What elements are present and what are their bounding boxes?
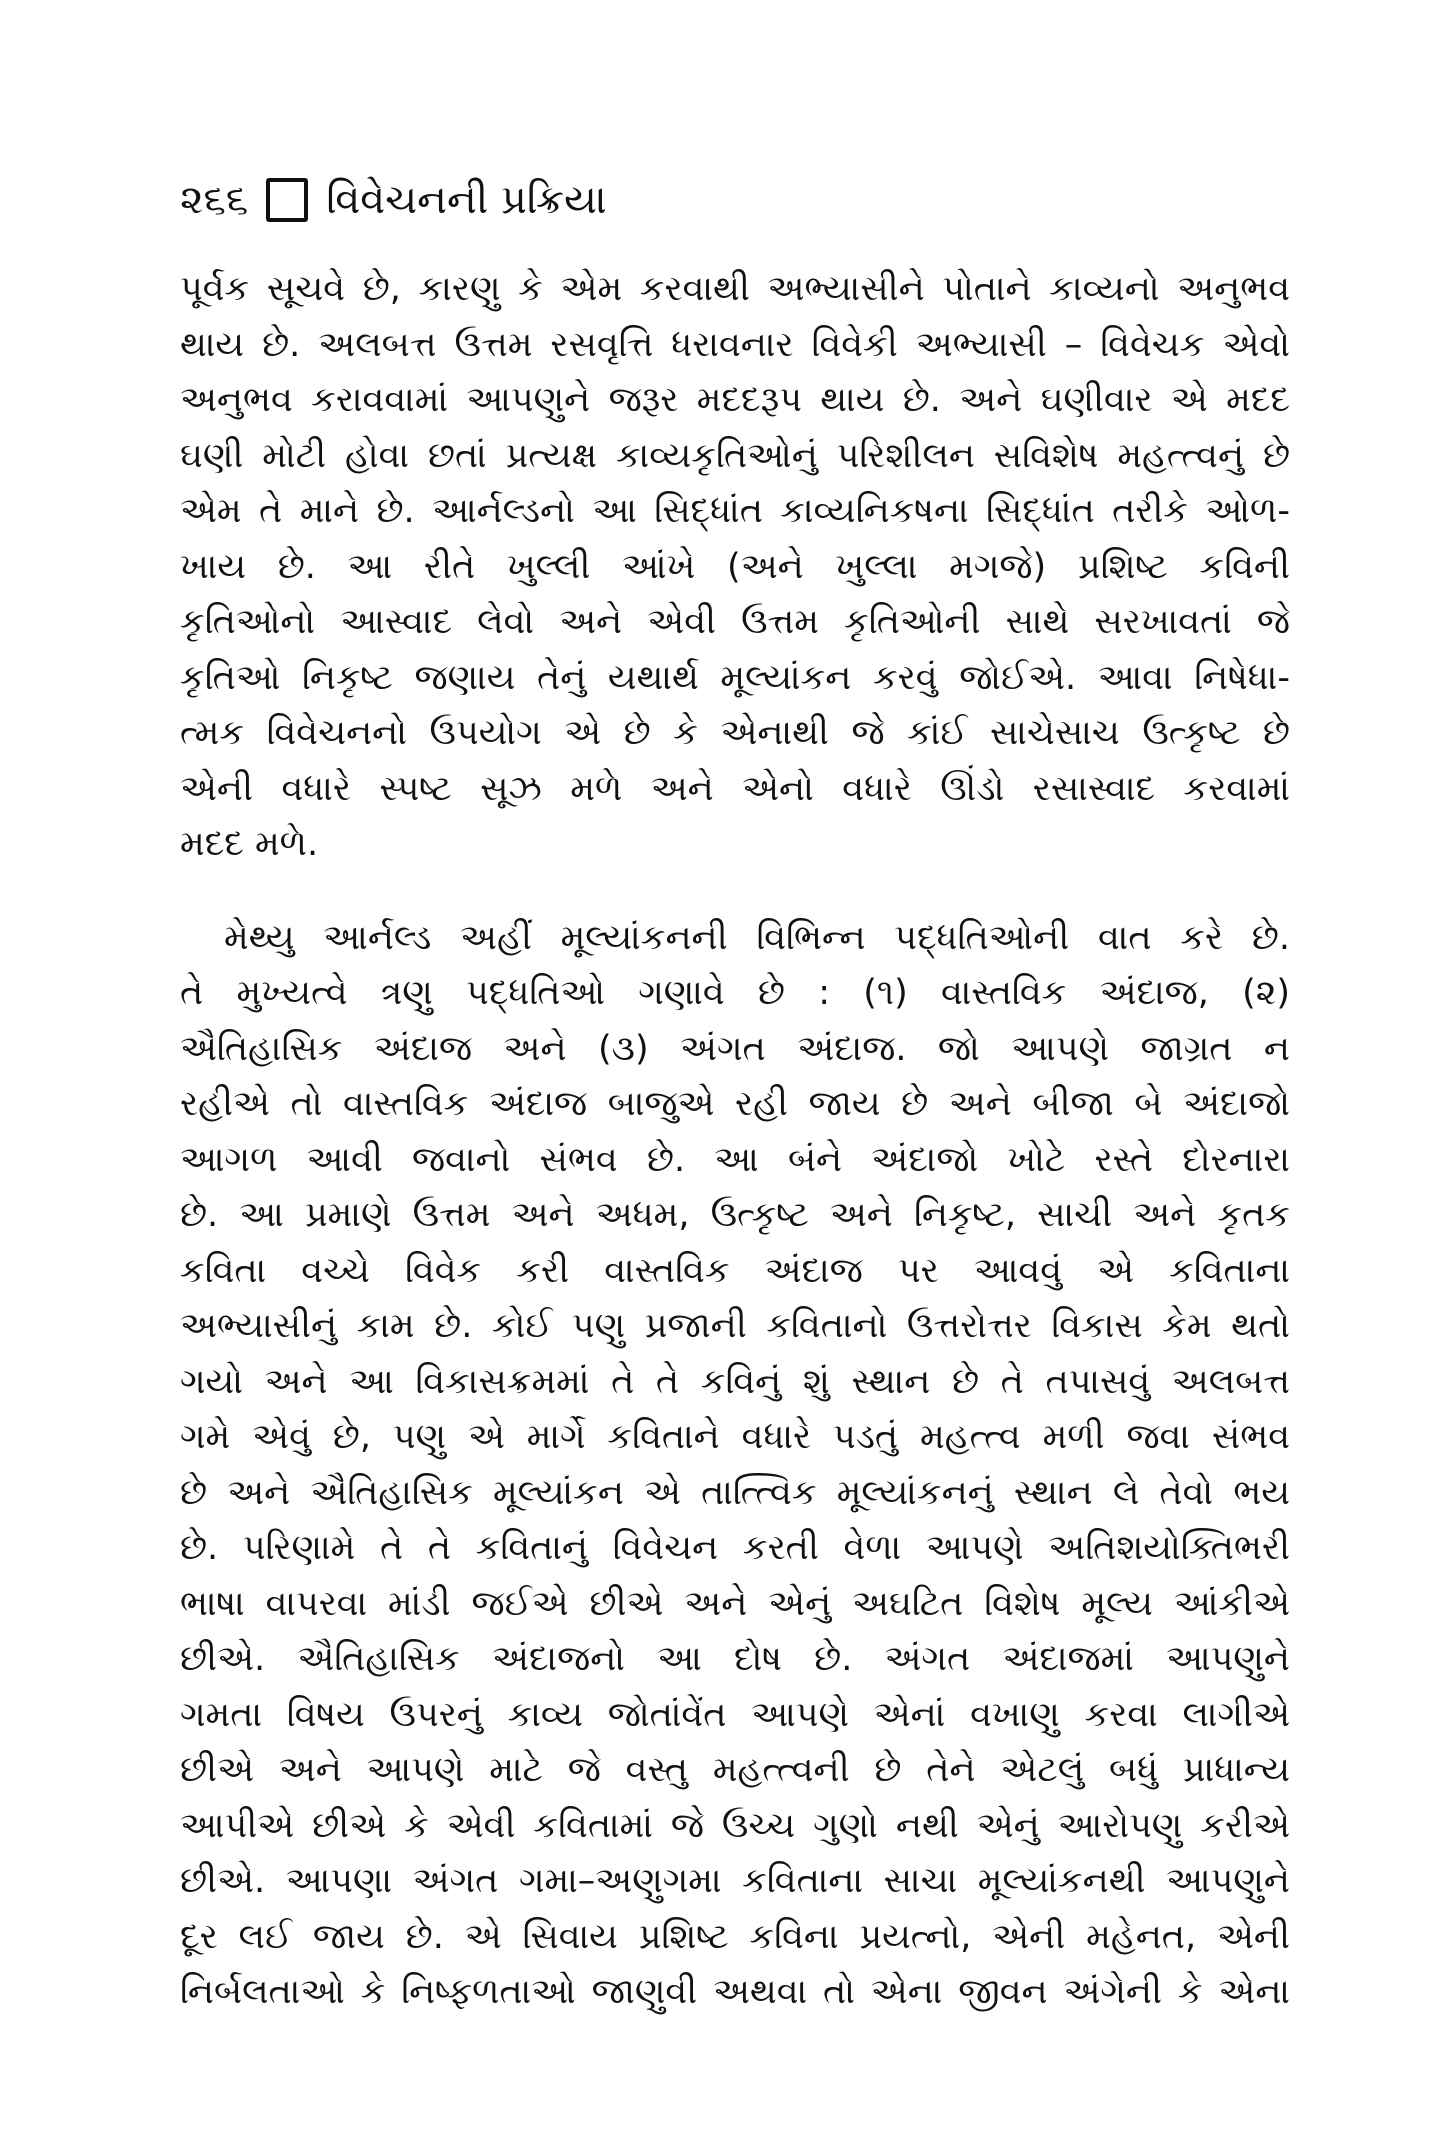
text-line: છે. આ પ્રમાણે ઉત્તમ અને અધમ, ઉત્કૃષ્ટ અને નિકૃષ્ટ, સાચી અને કૃતક — [180, 1195, 1290, 1235]
text-line: ગયો અને આ વિકાસક્રમમાં તે તે કવિનું શું સ્થાન છે તે તપાસવું અલબત્ત — [180, 1361, 1290, 1402]
text-line: છીએ. આપણા અંગત ગમા–અણુગમા કવિતાના સાચા મૂલ્યાંકનથી આપણુને — [180, 1861, 1290, 1901]
text-line: ઘણી મોટી હોવા છતાં પ્રત્યક્ષ કાવ્યકૃતિઓનું પરિશીલન સવિશેષ મહત્ત્વનું છે — [180, 435, 1290, 476]
text-line: દૂર લઈ જાય છે. એ સિવાય પ્રશિષ્ટ કવિના પ્રયત્નો, એની મહેનત, એની — [180, 1916, 1290, 1957]
running-head — [180, 170, 607, 230]
text-line: છીએ અને આપણે માટે જે વસ્તુ મહત્ત્વની છે તેને એટલું બધું પ્રાધાન્ય — [180, 1750, 1290, 1790]
text-line: છે અને ઐતિહાસિક મૂલ્યાંકન એ તાત્ત્વિક મૂલ્યાંકનનું સ્થાન લે તેવો ભય — [180, 1472, 1290, 1513]
text-line: છે. પરિણામે તે તે કવિતાનું વિવેચન કરતી વેળા આપણે અતિશયોક્તિભરી — [180, 1528, 1290, 1568]
text-line: ગમતા વિષય ઉપરનું કાવ્ય જોતાંવેંત આપણે એનાં વખાણુ કરવા લાગીએ — [180, 1694, 1290, 1735]
text-line: આપીએ છીએ કે એવી કવિતામાં જે ઉચ્ચ ગુણો નથી એનું આરોપણુ કરીએ — [180, 1805, 1290, 1846]
text-line: એમ તે માને છે. આર્નલ્ડનો આ સિદ્ધાંત કાવ્યનિકષના સિદ્ધાંત તરીકે ઓળ- — [180, 491, 1290, 531]
text-line: એની વધારે સ્પષ્ટ સૂઝ મળે અને એનો વધારે ઊંડો રસાસ્વાદ કરવામાં — [180, 768, 1290, 809]
body-text — [180, 262, 1290, 2021]
text-line: કવિતા વચ્ચે વિવેક કરી વાસ્તવિક અંદાજ પર આવવું એ કવિતાના — [180, 1250, 1290, 1291]
text-line: રહીએ તો વાસ્તવિક અંદાજ બાજુએ રહી જાય છે અને બીજા બે અંદાજો — [180, 1084, 1290, 1124]
text-line: આગળ આવી જવાનો સંભવ છે. આ બંને અંદાજો ખોટે રસ્તે દોરનારા — [180, 1139, 1290, 1180]
page-number: ૨૬૬ — [180, 177, 249, 223]
paragraph-1 — [180, 262, 1290, 873]
text-line: ઐતિહાસિક અંદાજ અને (૩) અંગત અંદાજ. જો આપણે જાગ્રત ન — [180, 1028, 1290, 1069]
text-line: તે મુખ્યત્વે ત્રણુ પદ્ધતિઓ ગણાવે છે : (૧) વાસ્તવિક અંદાજ, (૨) — [180, 973, 1290, 1013]
text-line: કૃતિઓ નિકૃષ્ટ જણાય તેનું યથાર્થ મૂલ્યાંકન કરવું જોઈએ. આવા નિષેધા- — [180, 657, 1290, 698]
text-line: અનુભવ કરાવવામાં આપણુને જરૂર મદદરૂપ થાય છે. અને ઘણીવાર એ મદદ — [180, 380, 1290, 420]
text-line: પૂર્વક સૂચવે છે, કારણુ કે એમ કરવાથી અભ્યાસીને પોતાને કાવ્યનો અનુભવ — [180, 269, 1290, 309]
text-line: ગમે એવું છે, પણુ એ માર્ગે કવિતાને વધારે પડતું મહત્ત્વ મળી જવા સંભવ — [180, 1417, 1290, 1457]
text-line: અભ્યાસીનું કામ છે. કોઈ પણુ પ્રજાની કવિતાનો ઉત્તરોત્તર વિકાસ કેમ થતો — [180, 1306, 1290, 1346]
square-ornament-icon — [266, 178, 308, 222]
text-line: નિર્બલતાઓ કે નિષ્ફળતાઓ જાણુવી અથવા તો એના જીવન અંગેની કે એના — [180, 1972, 1290, 2012]
text-line: મેથ્યુ આર્નલ્ડ અહીં મૂલ્યાંકનની વિભિન્ન પદ્ધતિઓની વાત કરે છે. — [224, 917, 1290, 958]
text-line: ભાષા વાપરવા માંડી જઈએ છીએ અને એનું અઘટિત વિશેષ મૂલ્ય આંકીએ — [180, 1583, 1290, 1624]
text-line: મદદ મળે. — [180, 824, 319, 864]
text-line: ત્મક વિવેચનનો ઉપયોગ એ છે કે એનાથી જે કાંઈ સાચેસાચ ઉત્કૃષ્ટ છે — [180, 713, 1290, 753]
paragraph-2 — [180, 911, 1290, 2021]
text-line: છીએ. ઐતિહાસિક અંદાજનો આ દોષ છે. અંગત અંદાજમાં આપણુને — [180, 1639, 1290, 1679]
text-line: થાય છે. અલબત્ત ઉત્તમ રસવૃત્તિ ધરાવનાર વિવેકી અભ્યાસી – વિવેચક એવો — [180, 324, 1290, 365]
text-line: કૃતિઓનો આસ્વાદ લેવો અને એવી ઉત્તમ કૃતિઓની સાથે સરખાવતાં જે — [180, 602, 1290, 642]
text-line: ખાય છે. આ રીતે ખુલ્લી આંખે (અને ખુલ્લા મગજે) પ્રશિષ્ટ કવિની — [180, 546, 1290, 587]
running-title: વિવેચનની પ્રક્રિયા — [326, 177, 607, 223]
